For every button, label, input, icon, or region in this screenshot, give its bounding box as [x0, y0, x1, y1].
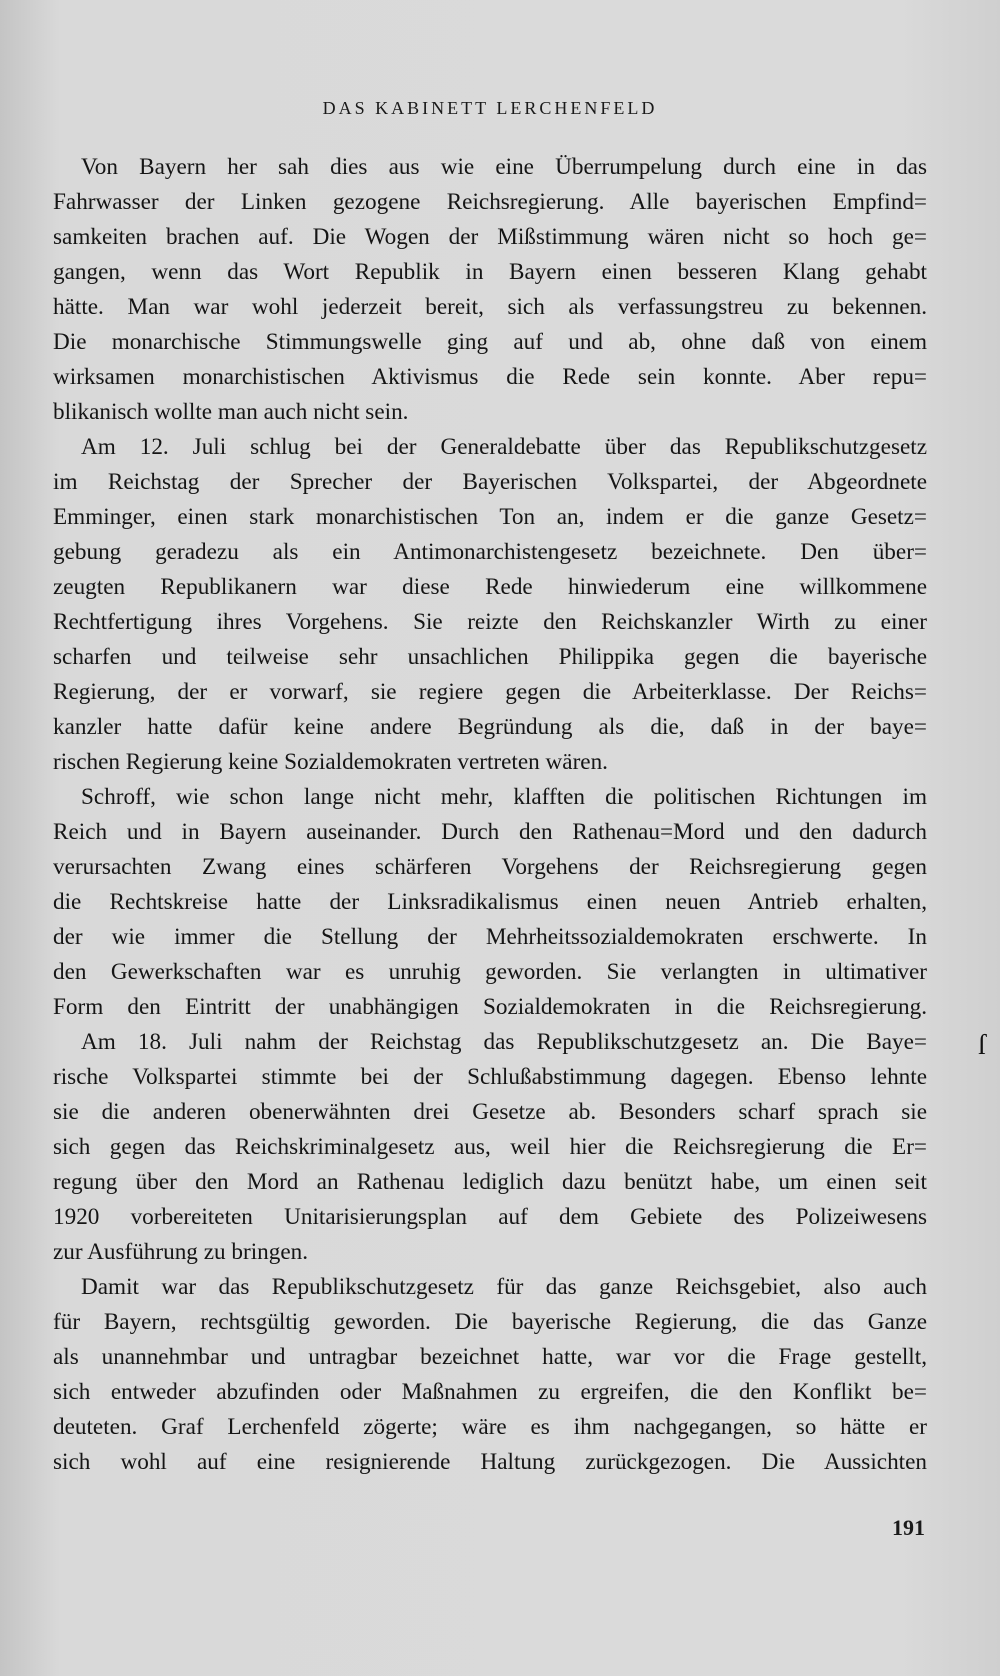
text-line: deuteten. Graf Lerchenfeld zögerte; wäre es ihm nachgegangen, so hätte er: [53, 1414, 927, 1440]
text-line: sie die anderen obenerwähnten drei Gesetze ab. Besonders scharf sprach sie: [53, 1099, 927, 1125]
text-line: regung über den Mord an Rathenau lediglich dazu benützt habe, um einen seit: [53, 1169, 927, 1195]
body-text: [53, 150, 927, 1480]
text-line: kanzler hatte dafür keine andere Begründung als die, daß in der baye=: [53, 714, 927, 740]
text-line: Form den Eintritt der unabhängigen Sozialdemokraten in die Reichsregierung.: [53, 994, 927, 1020]
text-line: Die monarchische Stimmungswelle ging auf und ab, ohne daß von einem: [53, 329, 927, 355]
text-line: Reich und in Bayern auseinander. Durch den Rathenau=Mord und den dadurch: [53, 819, 927, 845]
text-line: im Reichstag der Sprecher der Bayerischen Volkspartei, der Abgeordnete: [53, 469, 927, 495]
text-line: gebung geradezu als ein Antimonarchistengesetz bezeichnete. Den über=: [53, 539, 927, 565]
text-line: wirksamen monarchistischen Aktivismus die Rede sein konnte. Aber repu=: [53, 364, 927, 390]
text-line: als unannehmbar und untragbar bezeichnet hatte, war vor die Frage gestellt,: [53, 1344, 927, 1370]
text-line: sich entweder abzufinden oder Maßnahmen zu ergreifen, die den Konflikt be=: [53, 1379, 927, 1405]
page-number: 191: [892, 1515, 925, 1540]
text-line: gangen, wenn das Wort Republik in Bayern einen besseren Klang gehabt: [53, 259, 927, 285]
text-line: verursachten Zwang eines schärferen Vorgehens der Reichsregierung gegen: [53, 854, 927, 880]
text-line: 1920 vorbereiteten Unitarisierungsplan auf dem Gebiete des Polizeiwesens: [53, 1204, 927, 1230]
text-line: samkeiten brachen auf. Die Wogen der Mißstimmung wären nicht so hoch ge=: [53, 224, 927, 250]
text-line: rische Volkspartei stimmte bei der Schlußabstimmung dagegen. Ebenso lehnte: [53, 1064, 927, 1090]
running-head: DAS KABINETT LERCHENFELD: [322, 98, 658, 118]
text-line: Am 18. Juli nahm der Reichstag das Republikschutzgesetz an. Die Baye=: [81, 1029, 927, 1055]
text-line: Am 12. Juli schlug bei der Generaldebatte über das Republikschutzgesetz: [81, 434, 927, 460]
text-line: scharfen und teilweise sehr unsachlichen Philippika gegen die bayerische: [53, 644, 927, 670]
text-line: blikanisch wollte man auch nicht sein.: [53, 399, 409, 425]
text-line: für Bayern, rechtsgültig geworden. Die bayerische Regierung, die das Ganze: [53, 1309, 927, 1335]
text-line: Rechtfertigung ihres Vorgehens. Sie reizte den Reichskanzler Wirth zu einer: [53, 609, 927, 635]
text-line: hätte. Man war wohl jederzeit bereit, sich als verfassungstreu zu bekennen.: [53, 294, 927, 320]
text-line: Fahrwasser der Linken gezogene Reichsregierung. Alle bayerischen Empfind=: [53, 189, 927, 215]
text-line: den Gewerkschaften war es unruhig geworden. Sie verlangten in ultimativer: [53, 959, 927, 985]
text-line: zeugten Republikanern war diese Rede hinwiederum eine willkommene: [53, 574, 927, 600]
text-line: Emminger, einen stark monarchistischen Ton an, indem er die ganze Gesetz=: [53, 504, 927, 530]
text-line: Damit war das Republikschutzgesetz für das ganze Reichsgebiet, also auch: [81, 1274, 927, 1300]
text-line: Von Bayern her sah dies aus wie eine Überrumpelung durch eine in das: [81, 154, 927, 180]
text-line: rischen Regierung keine Sozialdemokraten vertreten wären.: [53, 749, 608, 775]
text-line: der wie immer die Stellung der Mehrheitssozialdemokraten erschwerte. In: [53, 924, 927, 950]
text-line: die Rechtskreise hatte der Linksradikalismus einen neuen Antrieb erhalten,: [53, 889, 927, 915]
text-line: Schroff, wie schon lange nicht mehr, klafften die politischen Richtungen im: [81, 784, 927, 810]
text-line: zur Ausführung zu bringen.: [53, 1239, 309, 1265]
text-line: sich wohl auf eine resignierende Haltung zurückgezogen. Die Aussichten: [53, 1449, 927, 1475]
text-line: Regierung, der er vorwarf, sie regiere gegen die Arbeiterklasse. Der Reichs=: [53, 679, 927, 705]
text-line: sich gegen das Reichskriminalgesetz aus, weil hier die Reichsregierung die Er=: [53, 1134, 927, 1160]
margin-annotation: ſ: [978, 1030, 986, 1061]
